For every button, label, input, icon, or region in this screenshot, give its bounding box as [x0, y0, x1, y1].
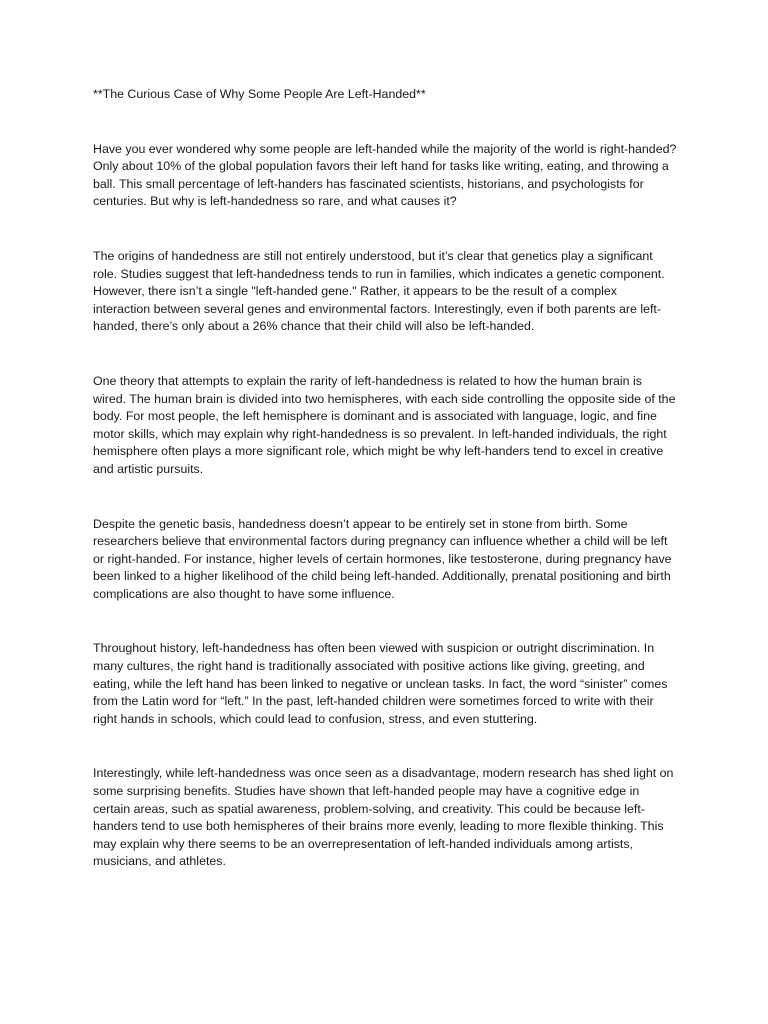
paragraph-5: Throughout history, left-handedness has often been viewed with suspicion or outright discrimination. In many cultures, the right hand is traditionally associated with positive actions like giving, greeting, and eating, while the left hand has been linked to negative or unclean tasks. In fact, the word “sinister” comes from the Latin word for “left.” In the past, left-handed children were sometimes forced to write with their right hands in schools, which could lead to confusion, stress, and even stuttering.	[93, 641, 668, 726]
paragraph-3: One theory that attempts to explain the rarity of left-handedness is related to how the human brain is wired. The human brain is divided into two hemispheres, with each side controlling the opposite side of the body. For most people, the left hemisphere is dominant and is associated with language, logic, and fine motor skills, which may explain why right-handedness is so prevalent. In left-handed individuals, the right hemisphere often plays a more significant role, which might be why left-handers tend to excel in creative and artistic pursuits.	[93, 373, 676, 476]
paragraph-1: Have you ever wondered why some people are left-handed while the majority of the world is right-handed? Only about 10% of the global population favors their left hand for tasks like writing, eating, and throwing a ball. This small percentage of left-handers has fascinated scientists, historians, and psychologists for centuries. But why is left-handedness so rare, and what causes it?	[93, 141, 677, 209]
paragraph-4: Despite the genetic basis, handedness doesn’t appear to be entirely set in stone from birth. Some researchers believe that environmental factors during pregnancy can influence whether a child will be left or right-handed. For instance, higher levels of certain hormones, like testosterone, during pregnancy have been linked to a higher likelihood of the child being left-handed. Additionally, prenatal positioning and birth complications are also thought to have some influence.	[93, 516, 672, 601]
document-page	[93, 86, 677, 908]
paragraph-2: The origins of handedness are still not entirely understood, but it’s clear that genetics play a significant role. Studies suggest that left-handedness tends to run in families, which indicates a genetic component. However, there isn’t a single "left-handed gene." Rather, it appears to be the result of a complex interaction between several genes and environmental factors. Interestingly, even if both parents are left-handed, there’s only about a 26% chance that their child will also be left-handed.	[93, 248, 665, 334]
paragraph-6: Interestingly, while left-handedness was once seen as a disadvantage, modern research has shed light on some surprising benefits. Studies have shown that left-handed people may have a cognitive edge in certain areas, such as spatial awareness, problem-solving, and creativity. This could be because left-handers tend to use both hemispheres of their brains more evenly, leading to more flexible thinking. This may explain why there seems to be an overrepresentation of left-handed individuals among artists, musicians, and athletes.	[93, 766, 674, 869]
document-title: **The Curious Case of Why Some People Are Left-Handed**	[93, 87, 426, 101]
